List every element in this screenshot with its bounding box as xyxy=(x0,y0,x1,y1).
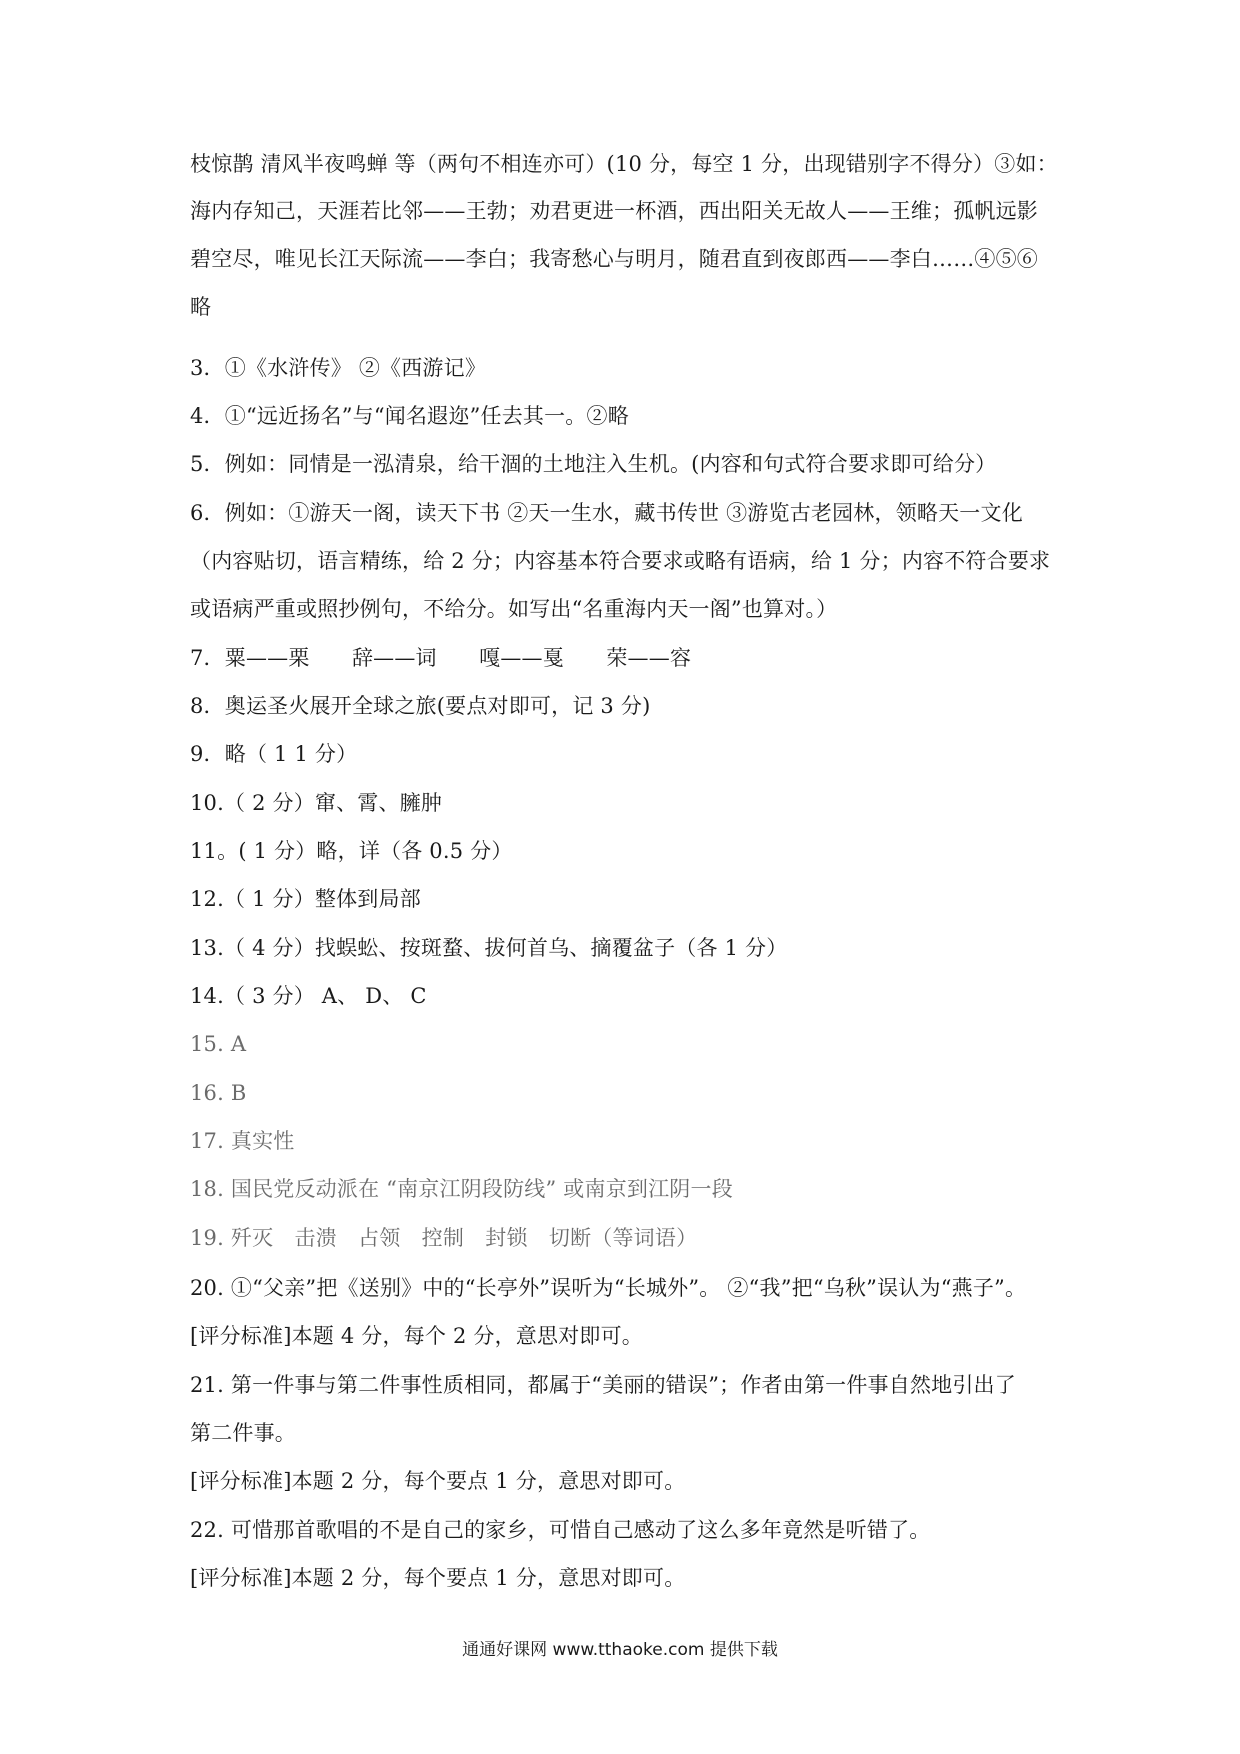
answer-18: 18. 国民党反动派在 “南京江阴段防线” 或南京到江阴一段 xyxy=(190,1177,733,1201)
answer-5: 5．例如：同情是一泓清泉，给干涸的土地注入生机。(内容和句式符合要求即可给分） xyxy=(190,452,997,476)
answer-13: 13.（ 4 分）找蜈蚣、按斑蝥、拔何首乌、摘覆盆子（各 1 分） xyxy=(190,936,788,960)
answer-7: 7．粟——栗 辞——词 嘎——戛 荣——容 xyxy=(190,646,692,670)
answer-11: 11。( 1 分）略，详（各 0.5 分） xyxy=(190,839,513,863)
answer-14: 14.（ 3 分） A、 D、 C xyxy=(190,984,427,1008)
text-line: 枝惊鹊 清风半夜鸣蝉 等（两句不相连亦可）(10 分，每空 1 分，出现错别字不得分）③如： xyxy=(190,152,1058,176)
text-line: 略 xyxy=(190,295,212,319)
text-line: 碧空尽，唯见长江天际流——李白；我寄愁心与明月，随君直到夜郎西——李白……④⑤⑥ xyxy=(190,247,1038,271)
answer-20: 20. ①“父亲”把《送别》中的“长亭外”误听为“长城外”。 ②“我”把“乌秋”误认为“燕子”。 xyxy=(190,1276,1027,1300)
answer-9: 9．略（ 1 1 分） xyxy=(190,742,358,766)
answer-15: 15. A xyxy=(190,1032,247,1056)
answer-19: 19. 歼灭 击溃 占领 控制 封锁 切断（等词语） xyxy=(190,1226,698,1250)
answer-17: 17. 真实性 xyxy=(190,1129,295,1153)
answer-6-note: （内容贴切，语言精练，给 2 分；内容基本符合要求或略有语病，给 1 分；内容不符合要求 xyxy=(190,549,1051,573)
answer-16: 16. B xyxy=(190,1081,247,1105)
scoring-note-22: [评分标准]本题 2 分，每个要点 1 分，意思对即可。 xyxy=(190,1566,686,1590)
answer-12: 12.（ 1 分）整体到局部 xyxy=(190,887,421,911)
answer-6-note: 或语病严重或照抄例句，不给分。如写出“名重海内天一阁”也算对。） xyxy=(190,597,838,621)
answer-21-cont: 第二件事。 xyxy=(190,1421,296,1445)
footer-text: 通通好课网 www.tthaoke.com 提供下载 xyxy=(462,1640,778,1660)
answer-6: 6．例如：①游天一阁，读天下书 ②天一生水，藏书传世 ③游览古老园林，领略天一文化 xyxy=(190,501,1023,525)
answer-3: 3．①《水浒传》 ②《西游记》 xyxy=(190,356,487,380)
scoring-note-21: [评分标准]本题 2 分，每个要点 1 分，意思对即可。 xyxy=(190,1469,686,1493)
text-line: 海内存知己，天涯若比邻——王勃；劝君更进一杯酒，西出阳关无故人——王维；孤帆远影 xyxy=(190,199,1038,223)
answer-8: 8．奥运圣火展开全球之旅(要点对即可，记 3 分) xyxy=(190,694,651,718)
answer-10: 10.（ 2 分）窜、霄、臃肿 xyxy=(190,791,443,815)
answer-21: 21. 第一件事与第二件事性质相同，都属于“美丽的错误”；作者由第一件事自然地引出了 xyxy=(190,1373,1016,1397)
answer-4: 4．①“远近扬名”与“闻名遐迩”任去其一。②略 xyxy=(190,404,629,428)
scoring-note-20: [评分标准]本题 4 分，每个 2 分，意思对即可。 xyxy=(190,1324,644,1348)
answer-22: 22. 可惜那首歌唱的不是自己的家乡，可惜自己感动了这么多年竟然是听错了。 xyxy=(190,1518,931,1542)
